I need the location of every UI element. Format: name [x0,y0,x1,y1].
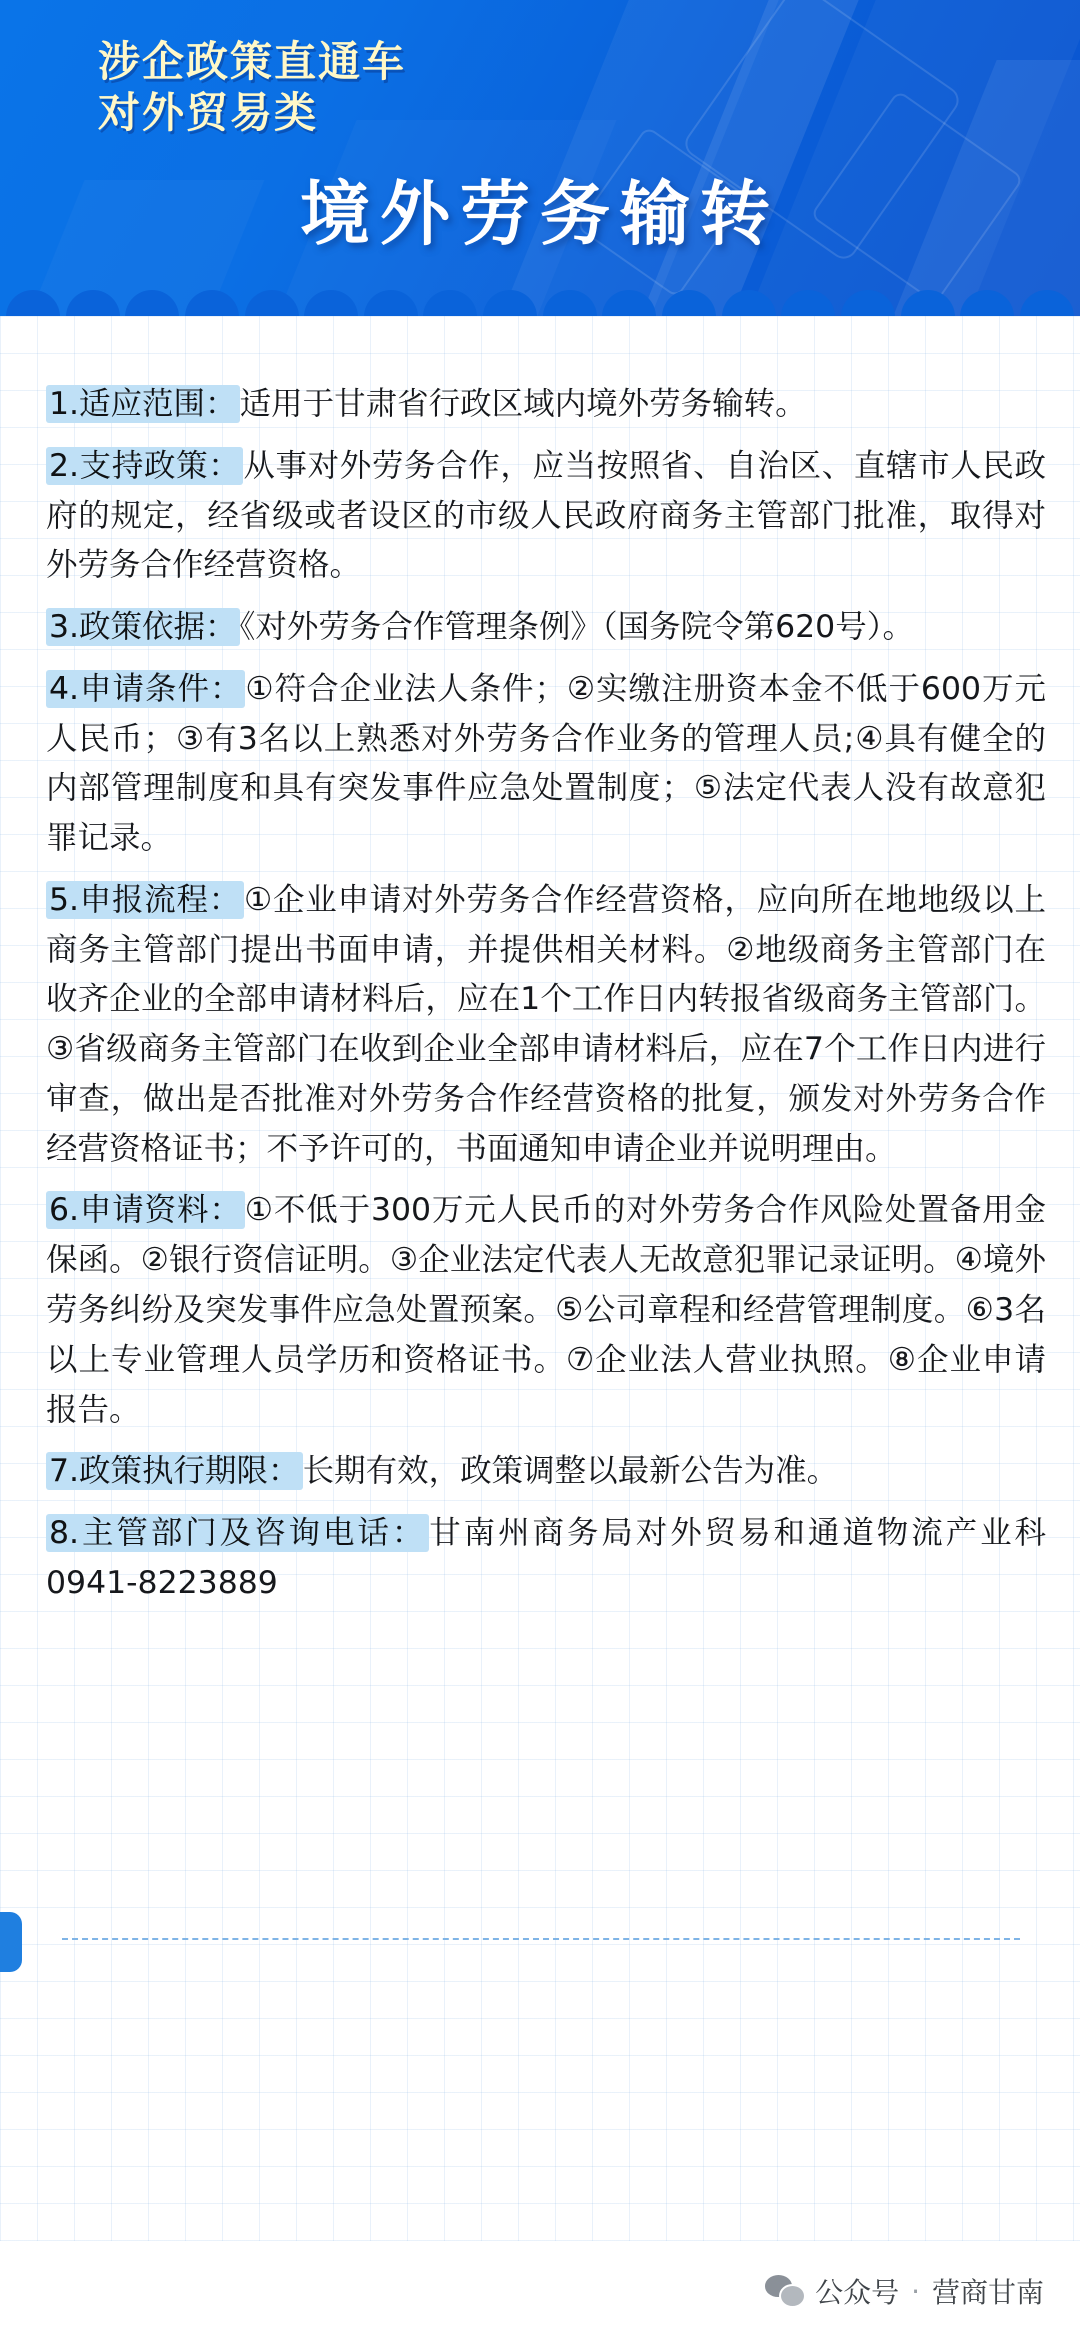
policy-item-label: 2.支持政策： [46,447,243,485]
poster-body [0,316,1080,2337]
wechat-account-name: 营商甘南 [931,2276,1044,2309]
policy-item [46,1447,1046,1497]
policy-item-text: 适用于甘肃省行政区域内境外劳务输转。 [239,386,807,422]
policy-item-text: ①不低于300万元人民币的对外劳务合作风险处置备用金保函。②银行资信证明。③企业法定代表人无故意犯罪记录证明。④境外劳务纠纷及突发事件应急处置预案。⑤公司章程和经营管理制度。⑥3名以上专业管理人员学历和资格证书。⑦企业法人营业执照。⑧企业申请报告。 [46,1192,1046,1428]
policy-item [46,876,1046,1175]
policy-item [46,603,1046,653]
policy-item-label: 1.适应范围： [46,385,240,423]
header-kicker-line2: 对外贸易类 [98,88,319,138]
policy-item-text: 长期有效，政策调整以最新公告为准。 [302,1453,839,1490]
policy-item [46,380,1046,430]
policy-item-text: 《对外劳务合作管理条例》（国务院令第620号）。 [239,609,914,646]
policy-item-list [46,380,1046,1621]
policy-item-label: 3.政策依据： [46,608,240,646]
side-marker [0,1912,22,1972]
header-kicker-line1: 涉企政策直通车 [98,37,407,86]
poster-header [0,0,1080,330]
header-kicker [98,36,406,138]
page-title: 境外劳务输转 [300,173,780,255]
policy-item-label: 7.政策执行期限： [46,1452,303,1490]
policy-item-text: 从事对外劳务合作，应当按照省、自治区、直辖市人民政府的规定，经省级或者设区的市级人民政府商务主管部门批准，取得对外劳务合作经营资格。 [46,447,1046,584]
policy-item [46,1509,1046,1609]
wechat-account-credit [765,2271,1044,2311]
policy-item-text: ①企业申请对外劳务合作经营资格，应向所在地地级以上商务主管部门提出书面申请，并提供相关材料。②地级商务主管部门在收齐企业的全部申请材料后，应在1个工作日内转报省级商务主管部门。③省级商务主管部门在收到企业全部申请材料后，应在7个工作日内进行审查，做出是否批准对外劳务合作经营资格的批复，颁发对外劳务合作经营资格证书；不予许可的，书面通知申请企业并说明理由。 [46,881,1046,1167]
policy-item [46,1186,1046,1435]
policy-item-label: 8.主管部门及咨询电话： [46,1514,429,1552]
wechat-separator: · [911,2274,920,2308]
policy-item-label: 4.申请条件： [46,670,245,708]
policy-item [46,442,1046,591]
wechat-prefix: 公众号 [815,2276,900,2309]
policy-item-label: 5.申报流程： [46,881,244,919]
policy-item [46,665,1046,864]
wechat-icon [765,2275,803,2307]
policy-item-label: 6.申请资料： [46,1191,245,1229]
policy-item-text: ①符合企业法人条件；②实缴注册资本金不低于600万元人民币；③有3名以上熟悉对外劳务合作业务的管理人员;④具有健全的内部管理制度和具有突发事件应急处置制度；⑤法定代表人没有故意犯罪记录。 [46,670,1046,857]
poster-footer [0,2241,1080,2337]
dashed-divider [62,1938,1020,1940]
policy-item-text: 甘南州商务局对外贸易和通道物流产业科0941-8223889 [46,1515,1046,1601]
